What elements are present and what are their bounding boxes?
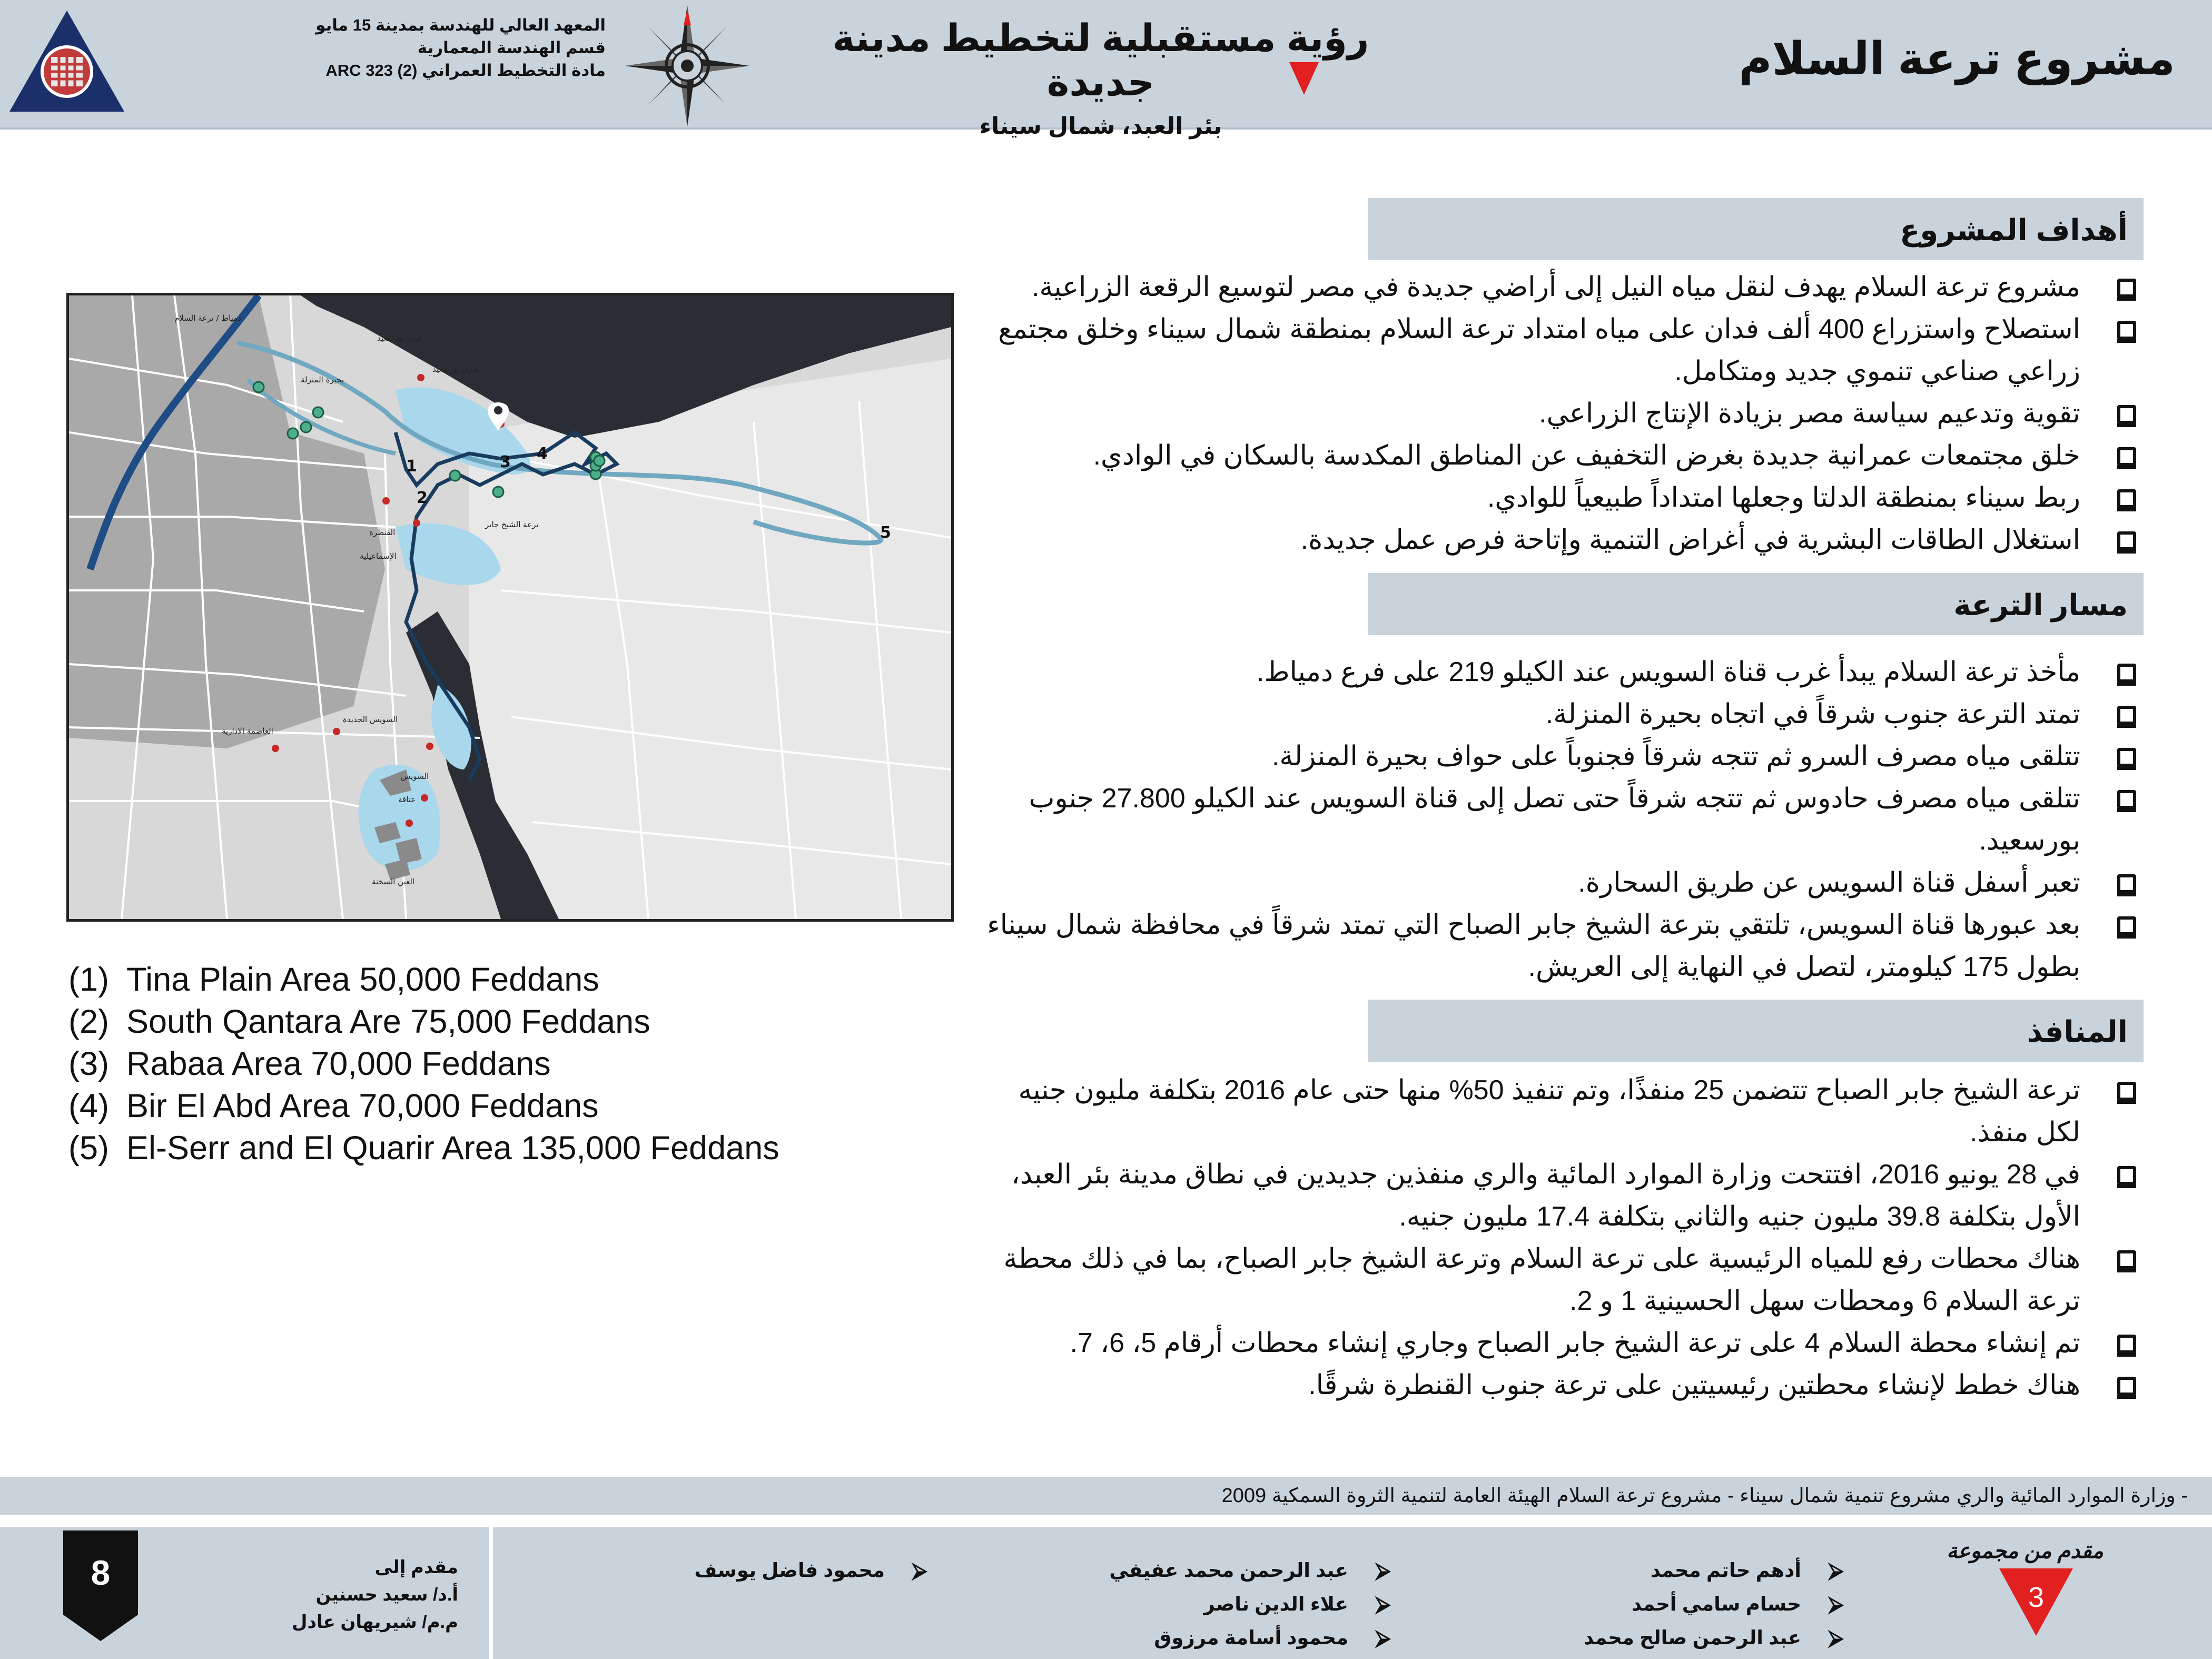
legend-num: (4) <box>68 1088 109 1124</box>
legend-item <box>68 1001 858 1043</box>
institute-info <box>300 14 606 82</box>
checkbox-icon <box>2117 874 2136 893</box>
map-area-number: 3 <box>500 453 511 471</box>
member <box>1584 1554 1843 1587</box>
legend-text: Bir El Abd Area 70,000 Feddans <box>126 1088 599 1124</box>
legend-text: South Qantara Are 75,000 Feddans <box>126 1003 650 1040</box>
list-item-text: هناك محطات رفع للمياه الرئيسية على ترعة السلام وترعة الشيخ جابر الصباح، بما في ذلك محطة ترعة السلام 6 ومحطات سهل الحسينية 1 و 2. <box>1003 1243 2080 1316</box>
list-item-text: استصلاح واستزراع 400 ألف فدان على مياه امتداد ترعة السلام بمنطقة شمال سيناء وخلق مجتمع زراعي صناعي تنموي جديد ومتكامل. <box>998 314 2080 387</box>
arrow-icon: ⮚ <box>1375 1559 1390 1582</box>
member-name: علاء الدين ناصر <box>1203 1593 1348 1615</box>
member <box>1109 1554 1390 1587</box>
label-ataqa: عتاقة <box>398 795 416 804</box>
arrow-icon: ⮚ <box>1375 1626 1390 1650</box>
checkbox-icon <box>2117 279 2136 298</box>
list-item-text: بعد عبورها قناة السويس، تلتقي بترعة الشيخ جابر الصباح التي تمتد شرقاً في محافظة شمال سيناء بطول 175 كيلومتر، لتصل في النهاية إلى العريش. <box>987 910 2080 982</box>
supervisor-name: م.م/ شيريهان عادل <box>291 1612 458 1632</box>
institute-logo-icon <box>7 8 126 114</box>
section-outlets-header <box>1368 1000 2144 1062</box>
list-item <box>969 434 2144 477</box>
member-name: أدهم حاتم محمد <box>1650 1559 1801 1581</box>
arrow-icon: ⮚ <box>1828 1626 1843 1650</box>
section-title: أهداف المشروع <box>1900 213 2128 246</box>
label-ain-sokhna: العين السخنة <box>372 877 415 886</box>
map-legend <box>68 959 858 1169</box>
list-item <box>969 904 2144 988</box>
compass-rose-icon <box>624 4 750 127</box>
checkbox-icon <box>2117 706 2136 725</box>
map-area-number: 2 <box>417 489 428 507</box>
presented-to <box>274 1554 458 1636</box>
checkbox-icon <box>2117 748 2136 767</box>
member <box>1109 1621 1390 1655</box>
arrow-icon: ⮚ <box>912 1559 927 1582</box>
list-item <box>969 735 2144 777</box>
legend-text: El-Serr and El Quarir Area 135,000 Feddans <box>126 1130 779 1167</box>
legend-item <box>68 959 858 1001</box>
goals-list <box>969 266 2144 561</box>
arrow-icon: ⮚ <box>1375 1593 1390 1616</box>
map-area-number: 4 <box>537 445 548 463</box>
canal-map <box>66 293 954 922</box>
list-item <box>969 392 2144 434</box>
group-label: مقدم من مجموعة <box>1947 1539 2104 1563</box>
checkbox-icon <box>2117 531 2136 550</box>
footer-divider <box>489 1527 493 1659</box>
member-name: محمود أسامة مرزوق <box>1154 1627 1348 1648</box>
checkbox-icon <box>2117 1335 2136 1354</box>
label-suez: السويس <box>401 772 429 781</box>
section-title: المنافذ <box>2027 1015 2128 1048</box>
list-item <box>969 477 2144 519</box>
checkbox-icon <box>2117 790 2136 809</box>
map-area-number: 1 <box>406 457 417 476</box>
list-item <box>969 651 2144 693</box>
label-sheikh-jaber: ترعة الشيخ جابر <box>485 520 539 529</box>
list-item-text: ربط سيناء بمنطقة الدلتا وجعلها امتداداً طبيعياً للوادي. <box>1487 482 2080 513</box>
checkbox-icon <box>2117 447 2136 466</box>
list-item-text: استغلال الطاقات البشرية في أغراض التنمية وإتاحة فرص عمل جديدة. <box>1300 525 2080 555</box>
list-item <box>969 519 2144 561</box>
members-column-3 <box>694 1554 927 1587</box>
label-new-suez: السويس الجديدة <box>343 715 398 724</box>
label-qantara: القنطرة <box>369 528 396 537</box>
list-item-text: مأخذ ترعة السلام يبدأ غرب قناة السويس عند الكيلو 219 على فرع دمياط. <box>1257 657 2080 687</box>
checkbox-icon <box>2117 321 2136 340</box>
member-name: محمود فاضل يوسف <box>694 1559 885 1581</box>
red-triangle-icon <box>1289 62 1319 95</box>
list-item-text: تمتد الترعة جنوب شرقاً في اتجاه بحيرة المنزلة. <box>1545 699 2080 729</box>
list-item <box>969 1364 2144 1406</box>
label-manzala: بحيرة المنزلة <box>301 375 344 384</box>
page-number: 8 <box>91 1553 111 1592</box>
arrow-icon: ⮚ <box>1828 1559 1843 1582</box>
member <box>694 1554 927 1587</box>
label-east-port-said: شرق بورسعيد <box>432 364 479 374</box>
list-item <box>969 1238 2144 1322</box>
checkbox-icon <box>2117 1377 2136 1396</box>
vision-title: رؤية مستقبلية لتخطيط مدينة جديدة <box>832 17 1369 104</box>
presented-to-label: مقدم إلى <box>374 1557 458 1577</box>
outlets-list <box>969 1069 2144 1406</box>
checkbox-icon <box>2117 664 2136 683</box>
legend-num: (2) <box>68 1003 109 1040</box>
list-item <box>969 862 2144 904</box>
legend-num: (1) <box>68 961 109 998</box>
route-list <box>969 651 2144 988</box>
checkbox-icon <box>2117 1082 2136 1101</box>
list-item <box>969 1069 2144 1153</box>
institute-line: المعهد العالي للهندسة بمدينة 15 مايو <box>315 16 606 34</box>
list-item <box>969 266 2144 308</box>
member <box>1109 1587 1390 1621</box>
section-route-header <box>1368 573 2144 635</box>
legend-item <box>68 1127 858 1169</box>
list-item-text: مشروع ترعة السلام يهدف لنقل مياه النيل إلى أراضي جديدة في مصر لتوسيع الرقعة الزراعية. <box>1031 272 2080 302</box>
list-item-text: خلق مجتمعات عمرانية جديدة بغرض التخفيف عن المناطق المكدسة بالسكان في الوادي. <box>1093 440 2080 471</box>
legend-num: (5) <box>68 1130 109 1167</box>
member-name: عبد الرحمن محمد عفيفي <box>1109 1559 1348 1581</box>
legend-item <box>68 1043 858 1085</box>
member-name: عبد الرحمن صالح محمد <box>1584 1627 1801 1648</box>
list-item-text: ترعة الشيخ جابر الصباح تتضمن 25 منفذًا، وتم تنفيذ 50% منها حتى عام 2016 بتكلفة مليون جنيه لكل منفذ. <box>1018 1075 2080 1148</box>
list-item-text: تتلقى مياه مصرف السرو ثم تتجه شرقاً فجنوباً على حواف بحيرة المنزلة. <box>1271 741 2080 772</box>
map-area-number: 5 <box>880 524 891 542</box>
checkbox-icon <box>2117 489 2136 508</box>
list-item <box>969 1322 2144 1364</box>
reference-bar: - وزارة الموارد المائية والري مشروع تنمية شمال سيناء - مشروع ترعة السلام الهيئة العامة لتنمية الثروة السمكية 2009 <box>0 1477 2212 1515</box>
arrow-icon: ⮚ <box>1828 1593 1843 1616</box>
legend-item <box>68 1085 858 1127</box>
member-name: حسام سامي أحمد <box>1631 1593 1801 1615</box>
legend-text: Tina Plain Area 50,000 Feddans <box>126 961 599 998</box>
footer <box>0 1527 2212 1659</box>
list-item-text: في 28 يونيو 2016، افتتحت وزارة الموارد المائية والري منفذين جديدين في نطاق مدينة بئر العبد، الأول بتكلفة 39.8 مليون جنيه والثاني بتكلفة 17.4 مليون جنيه. <box>1011 1159 2080 1232</box>
institute-line: قسم الهندسة المعمارية <box>417 38 606 57</box>
list-item <box>969 308 2144 392</box>
list-item-text: تتلقى مياه مصرف حادوس ثم تتجه شرقاً حتى تصل إلى قناة السويس عند الكيلو 27.800 جنوب بورسعيد. <box>1029 783 2080 856</box>
section-goals-header <box>1368 198 2144 260</box>
list-item <box>969 1153 2144 1238</box>
legend-num: (3) <box>68 1045 109 1082</box>
institute-line: مادة التخطيط العمراني (2) ARC 323 <box>325 61 606 80</box>
supervisor-name: أ.د/ سعيد حسنين <box>315 1585 458 1605</box>
checkbox-icon <box>2117 405 2136 424</box>
vision-subtitle: بئر العبد، شمال سيناء <box>979 113 1222 139</box>
list-item-text: تقوية وتدعيم سياسة مصر بزيادة الإنتاج الزراعي. <box>1539 398 2080 429</box>
label-ismailia: الإسماعيلية <box>360 551 397 561</box>
list-item <box>969 693 2144 735</box>
members-column-2 <box>1109 1554 1390 1655</box>
group-number: 3 <box>2028 1582 2045 1613</box>
label-damietta: دمياط / ترعة السلام <box>174 313 241 323</box>
member <box>1584 1587 1843 1621</box>
checkbox-icon <box>2117 1166 2136 1185</box>
label-new-capital: العاصمة الادارية <box>222 726 273 736</box>
list-item-text: هناك خطط لإنشاء محطتين رئيسيتين على ترعة جنوب القنطرة شرقًا. <box>1308 1370 2080 1400</box>
project-title: مشروع ترعة السلام <box>1739 34 2175 84</box>
list-item <box>969 777 2144 862</box>
member <box>1584 1621 1843 1655</box>
checkbox-icon <box>2117 1250 2136 1269</box>
legend-text: Rabaa Area 70,000 Feddans <box>126 1045 551 1082</box>
label-west-port-said: غرب بورسعيد <box>377 333 423 343</box>
members-column-1 <box>1584 1554 1843 1655</box>
list-item-text: تعبر أسفل قناة السويس عن طريق السحارة. <box>1578 867 2080 898</box>
header-bar <box>0 0 2212 139</box>
section-title: مسار الترعة <box>1953 588 2128 621</box>
list-item-text: تم إنشاء محطة السلام 4 على ترعة الشيخ جابر الصباح وجاري إنشاء محطات أرقام 5، 6، 7. <box>1070 1328 2080 1358</box>
checkbox-icon <box>2117 916 2136 935</box>
